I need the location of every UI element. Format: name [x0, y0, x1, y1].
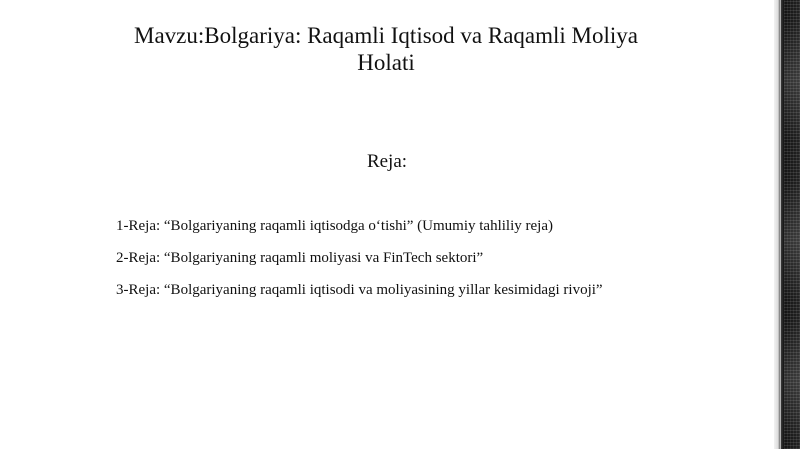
side-strip-highlight: [784, 20, 800, 140]
slide-title-line-1: Mavzu:Bolgariya: Raqamli Iqtisod va Raqamli Moliya: [134, 23, 638, 48]
side-strip-highlight: [784, 180, 800, 300]
plan-item-1: 1-Reja: “Bolgariyaning raqamli iqtisodga o‘tishi” (Umumiy tahliliy reja): [116, 218, 553, 234]
side-strip-highlight: [784, 320, 800, 440]
plan-item-2: 2-Reja: “Bolgariyaning raqamli moliyasi va FinTech sektori”: [116, 250, 484, 266]
plan-heading: Reja:: [366, 151, 408, 172]
plan-item-3: 3-Reja: “Bolgariyaning raqamli iqtisodi va moliyasining yillar kesimidagi rivoji”: [116, 282, 603, 298]
slide-title-line-2: Holati: [357, 50, 415, 75]
side-strip-edge: [780, 0, 781, 449]
slide-title: [60, 22, 712, 76]
decorative-side-strip: [774, 0, 800, 449]
plan-list: [116, 216, 756, 312]
